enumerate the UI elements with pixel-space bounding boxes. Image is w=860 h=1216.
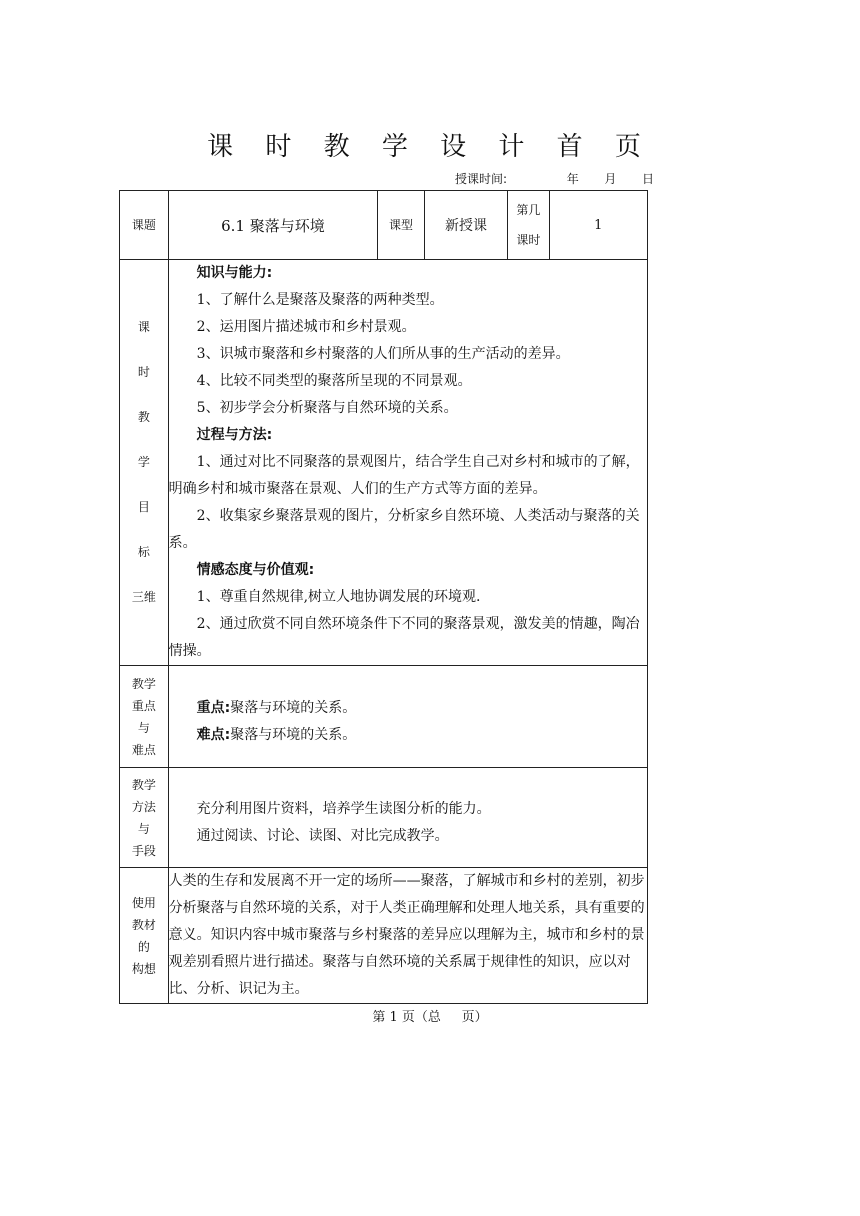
attitude-item: 1、尊重自然规律,树立人地协调发展的环境观. xyxy=(196,589,481,605)
objectives-row xyxy=(120,260,648,666)
header-row xyxy=(120,191,648,260)
attitude-item: 2、通过欣赏不同自然环境条件下不同的聚落景观，激发美的情趣，陶冶情操。 xyxy=(168,616,640,659)
key-points-label-line: 与 xyxy=(137,720,150,735)
key-points-label-line: 难点 xyxy=(131,742,156,757)
methods-label-line: 教学 xyxy=(131,777,156,792)
period-label-line2: 课时 xyxy=(516,233,541,247)
knowledge-item: 2、运用图片描述城市和乡村景观。 xyxy=(196,319,416,335)
period-value: 1 xyxy=(549,191,647,260)
attitude-heading: 情感态度与价值观: xyxy=(196,562,315,578)
lesson-design-table xyxy=(119,190,648,1004)
period-label-line1: 第几 xyxy=(516,203,541,217)
methods-label xyxy=(120,768,169,868)
materials-label-line: 使用 xyxy=(131,895,156,910)
page-title: 课 时 教 学 设 计 首 页 xyxy=(207,132,653,162)
key-points-label-line: 教学 xyxy=(131,676,156,691)
difficult-point-line xyxy=(169,722,647,749)
methods-label-line: 方法 xyxy=(131,799,156,814)
lesson-date-label: 授课时间: xyxy=(455,172,508,186)
key-point-label: 重点: xyxy=(196,699,231,716)
objectives-label-char: 教 xyxy=(137,410,150,424)
key-points-content xyxy=(168,666,647,768)
objectives-label-char: 时 xyxy=(137,365,150,379)
materials-row xyxy=(120,868,648,1004)
objectives-label-char: 学 xyxy=(137,455,150,469)
methods-label-line: 手段 xyxy=(131,843,156,858)
key-points-label xyxy=(120,666,169,768)
materials-label xyxy=(120,868,169,1004)
objectives-label-char: 目 xyxy=(137,500,150,514)
key-points-label-line: 重点 xyxy=(131,698,156,713)
type-value: 新授课 xyxy=(424,191,508,260)
materials-text: 人类的生存和发展离不开一定的场所——聚落，了解城市和乡村的差别，初步分析聚落与自然环境的关系，对于人类正确理解和处理人地关系，具有重要的意义。知识内容中城市聚落与乡村聚落的差异应以理解为主，城市和乡村的景观差别看照片进行描述。聚落与自然环境的关系属于规律性的知识，应以对比、分析、识记为主。 xyxy=(168,873,645,997)
materials-label-line: 的 xyxy=(137,939,150,954)
materials-label-line: 教材 xyxy=(131,917,156,932)
knowledge-heading: 知识与能力: xyxy=(196,265,273,281)
objectives-label-char: 标 xyxy=(137,545,150,559)
key-point-text: 聚落与环境的关系。 xyxy=(230,699,357,716)
difficult-point-label: 难点: xyxy=(196,726,231,743)
process-item: 2、收集家乡聚落景观的图片，分析家乡自然环境、人类活动与聚落的关系。 xyxy=(168,508,640,551)
methods-content xyxy=(168,768,647,868)
method-item: 充分利用图片资料，培养学生读图分析的能力。 xyxy=(196,800,491,817)
knowledge-item: 3、识城市聚落和乡村聚落的人们所从事的生产活动的差异。 xyxy=(196,346,570,362)
objectives-label xyxy=(120,260,169,666)
day-label: 日 xyxy=(642,172,655,186)
knowledge-item: 5、初步学会分析聚落与自然环境的关系。 xyxy=(196,400,458,416)
objectives-content xyxy=(168,260,647,666)
methods-row xyxy=(120,768,648,868)
objectives-label-char: 课 xyxy=(137,320,150,334)
key-point-line xyxy=(169,695,647,722)
key-points-row xyxy=(120,666,648,768)
page-footer: 第 1 页（总 页） xyxy=(372,1010,488,1025)
knowledge-item: 4、比较不同类型的聚落所呈现的不同景观。 xyxy=(196,373,472,389)
lesson-date-line xyxy=(455,170,655,187)
process-heading: 过程与方法: xyxy=(196,427,273,443)
process-item: 1、通过对比不同聚落的景观图片，结合学生自己对乡村和城市的了解，明确乡村和城市聚落在景观、人们的生产方式等方面的差异。 xyxy=(168,454,640,497)
objectives-label-char: 三维 xyxy=(131,590,156,604)
topic-value: 6.1 聚落与环境 xyxy=(168,191,378,260)
topic-label: 课题 xyxy=(120,191,169,260)
materials-content xyxy=(168,868,647,1004)
method-item: 通过阅读、讨论、读图、对比完成教学。 xyxy=(196,827,449,844)
period-label xyxy=(508,191,549,260)
type-label: 课型 xyxy=(378,191,425,260)
month-label: 月 xyxy=(604,172,617,186)
materials-label-line: 构想 xyxy=(131,961,156,976)
year-label: 年 xyxy=(566,172,579,186)
difficult-point-text: 聚落与环境的关系。 xyxy=(230,726,357,743)
methods-label-line: 与 xyxy=(137,821,150,836)
knowledge-item: 1、了解什么是聚落及聚落的两种类型。 xyxy=(196,292,444,308)
